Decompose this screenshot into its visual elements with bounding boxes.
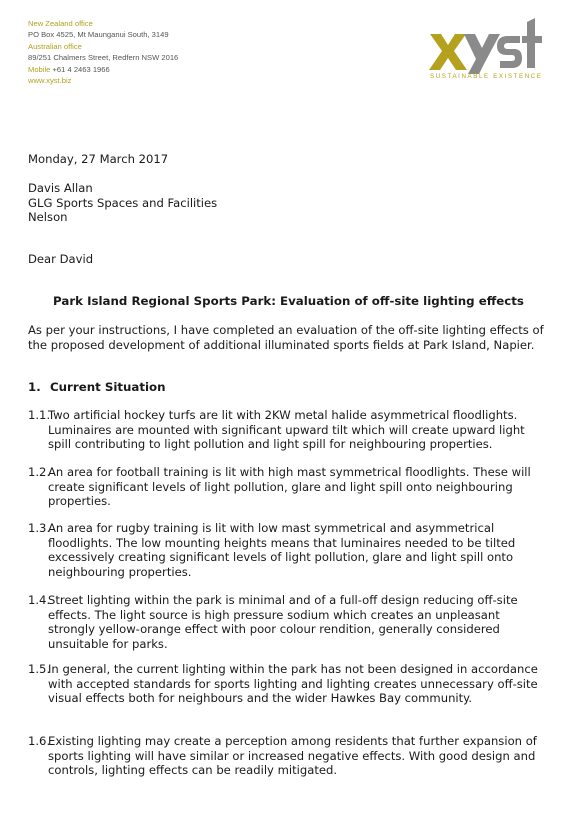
letterhead xyxy=(28,18,178,86)
mobile-label: Mobile xyxy=(28,64,51,74)
list-item xyxy=(28,662,550,706)
list-item xyxy=(28,521,550,579)
nz-office-address: PO Box 4525, Mt Maunganui South, 3149 xyxy=(28,30,169,40)
item-number: 1.1. xyxy=(28,408,51,422)
salutation: Dear David xyxy=(28,252,94,266)
list-item xyxy=(28,593,550,651)
section-number: 1. xyxy=(28,380,41,394)
section-heading xyxy=(28,380,166,394)
letter-date: Monday, 27 March 2017 xyxy=(28,152,169,166)
xyst-logo xyxy=(428,12,544,82)
website-link[interactable]: www.xyst.biz xyxy=(28,76,72,86)
item-number: 1.4. xyxy=(28,593,51,607)
recipient-city: Nelson xyxy=(28,210,68,224)
list-item xyxy=(28,408,550,452)
item-text: Two artificial hockey turfs are lit with 2KW metal halide asymmetrical floodlights. Luminaires are mounted with significant upward tilt which will create upward light spill contributing to light pollution and light spill for neighbouring properties. xyxy=(48,408,525,451)
item-number: 1.5. xyxy=(28,662,51,676)
item-text: An area for football training is lit with high mast symmetrical floodlights. These will create significant levels of light pollution, glare and light spill onto neighbouring properties. xyxy=(48,465,531,508)
recipient-name: Davis Allan xyxy=(28,181,93,195)
recipient-address xyxy=(28,181,217,225)
item-number: 1.2. xyxy=(28,465,51,479)
item-text: In general, the current lighting within the park has not been designed in accordance with accepted standards for sports lighting and lighting creates unnecessary off-site visual effects both for neighbours and the wider Hawkes Bay community. xyxy=(48,662,538,705)
mobile-number: +61 4 2463 1966 xyxy=(52,64,110,74)
au-office-address: 89/251 Chalmers Street, Redfern NSW 2016 xyxy=(28,53,179,63)
intro-paragraph: As per your instructions, I have completed an evaluation of the off-site lighting effects of the proposed development of additional illuminated sports fields at Park Island, Napier. xyxy=(28,323,544,352)
recipient-organization: GLG Sports Spaces and Facilities xyxy=(28,195,218,210)
item-number: 1.3. xyxy=(28,521,51,535)
subject-line: Park Island Regional Sports Park: Evaluation of off-site lighting effects xyxy=(53,294,524,308)
logo-tagline: SUSTAINABLE EXISTENCE xyxy=(430,73,543,80)
item-text: An area for rugby training is lit with low mast symmetrical and asymmetrical floodlights. The low mounting heights means that luminaires needed to be tilted excessively creating significant levels of light pollution, glare and light spill onto neighbouring properties. xyxy=(48,521,516,579)
item-text: Existing lighting may create a perception among residents that further expansion of sports lighting will have similar or increased negative effects. With good design and controls, lighting effects can be readily mitigated. xyxy=(48,734,537,777)
item-number: 1.6. xyxy=(28,734,51,748)
list-item xyxy=(28,734,550,778)
au-office-label: Australian office xyxy=(28,41,82,51)
item-text: Street lighting within the park is minimal and of a full-off design reducing off-site effects. The light source is high pressure sodium which creates an unpleasant strongly yellow-orange effect with poor colour rendition, generally considered unsuitable for parks. xyxy=(48,593,518,651)
list-item xyxy=(28,465,550,509)
mobile-line xyxy=(28,64,178,75)
nz-office-label: New Zealand office xyxy=(28,19,93,28)
section-title: Current Situation xyxy=(50,380,166,394)
